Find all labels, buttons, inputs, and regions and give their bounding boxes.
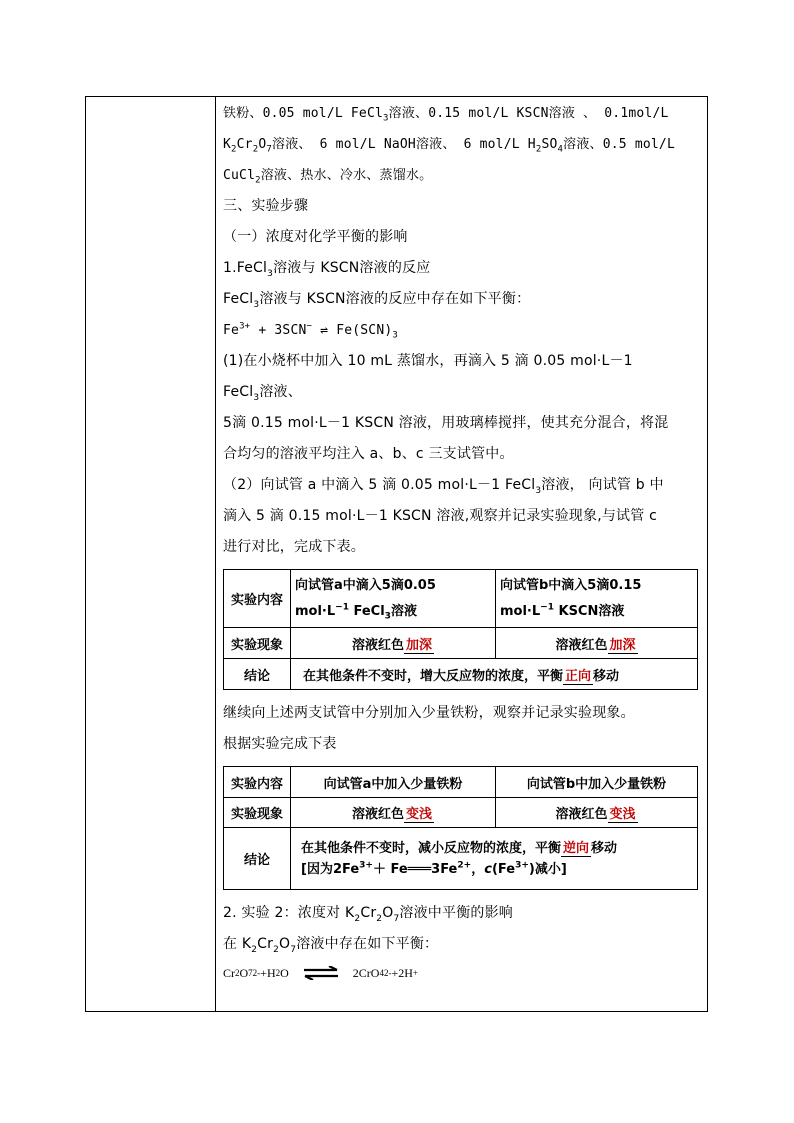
materials-line-2: $K_2Cr_2O_7$溶液、 6 mol/L NaOH溶液、 6 mol/L $H_2SO_4$溶液、0.5 mol/L bbox=[223, 137, 675, 155]
table-row bbox=[224, 798, 698, 828]
section-heading: 三、实验步骤 bbox=[223, 198, 309, 214]
results-table-1 bbox=[223, 569, 698, 690]
table-header-label: 实验内容 bbox=[224, 767, 291, 798]
equation-2: Cr 2 O 7 2- +H 2 O 2CrO 4 2- +2H + bbox=[223, 965, 418, 980]
phenomenon-b: 溶液红色 加深 bbox=[496, 628, 698, 659]
table-row bbox=[224, 659, 698, 690]
answer-text: 变浅 bbox=[406, 807, 433, 822]
step-2-line-3: 进行对比，完成下表。 bbox=[223, 539, 365, 555]
item-1-description: FeCl$_3$溶液与 KSCN溶液的反应中存在如下平衡： bbox=[223, 291, 531, 310]
step-2-line-2: 滴入 5 滴 0.15 mol·L－1 KSCN 溶液,观察并记录实验现象,与试管 c bbox=[223, 508, 657, 524]
table-header-b: 向试管b中滴入5滴0.15 $mol\cdot L^{-1}$ KSCN溶液 bbox=[496, 570, 698, 628]
conclusion-2: 在其他条件不变时，减小反应物的浓度，平衡 逆向 移动 [因为$2Fe^{3+}+$ $Fe═══3Fe^{2+}$，$c(Fe^{3+})$减小] bbox=[291, 828, 698, 890]
row-label: 实验现象 bbox=[224, 628, 291, 659]
step-1-line-4: 合均匀的溶液平均注入 a、b、c 三支试管中。 bbox=[223, 446, 514, 462]
continue-line-2: 根据实验完成下表 bbox=[223, 736, 337, 752]
materials-line-1: 铁粉、0.05 mol/L FeCl$_3$溶液、0.15 mol/L KSCN溶液 、 0.1mol/L bbox=[223, 106, 669, 124]
experiment-2-description: 在 $K_2Cr_2O_7$溶液中存在如下平衡： bbox=[223, 936, 439, 955]
table-header-a: 向试管a中滴入5滴0.05 $mol\cdot L^{-1}$ FeCl$_3$溶液 bbox=[291, 570, 496, 628]
step-1-line-2: FeCl$_3$溶液、 bbox=[223, 384, 302, 403]
equation-1: $Fe^{3+} + 3SCN^-$ ⇌ $Fe(SCN)_3$ bbox=[223, 321, 399, 341]
phenomenon-a: 溶液红色 变浅 bbox=[291, 798, 496, 828]
table-row bbox=[224, 570, 698, 628]
phenomenon-b: 溶液红色 变浅 bbox=[496, 798, 698, 828]
table-row bbox=[224, 767, 698, 798]
answer-text: 加深 bbox=[609, 637, 636, 653]
results-table-2 bbox=[223, 766, 698, 890]
table-header-label: 实验内容 bbox=[224, 570, 291, 628]
table-header-b: 向试管b中加入少量铁粉 bbox=[496, 767, 698, 798]
table-header-a: 向试管a中加入少量铁粉 bbox=[291, 767, 496, 798]
row-label: 结论 bbox=[224, 828, 291, 890]
step-1-line-1: (1)在小烧杯中加入 10 mL 蒸馏水，再滴入 5 滴 0.05 mol·L－1 bbox=[223, 353, 633, 369]
column-divider bbox=[215, 96, 216, 1012]
item-1-heading: 1.FeCl$_3$溶液与 KSCN溶液的反应 bbox=[223, 260, 431, 279]
table-row bbox=[224, 628, 698, 659]
equilibrium-arrows-icon bbox=[303, 966, 339, 980]
row-label: 结论 bbox=[224, 659, 291, 690]
table-row bbox=[224, 828, 698, 890]
conclusion-1: 在其他条件不变时，增大反应物的浓度，平衡 正向 移动 bbox=[291, 659, 698, 690]
subsection-heading: （一）浓度对化学平衡的影响 bbox=[223, 229, 408, 245]
phenomenon-a: 溶液红色 加深 bbox=[291, 628, 496, 659]
answer-text: 正向 bbox=[565, 668, 592, 684]
row-label: 实验现象 bbox=[224, 798, 291, 828]
step-2-line-1: （2）向试管 a 中滴入 5 滴 0.05 mol·L－1 FeCl$_3$溶液， 向试管 b 中 bbox=[223, 477, 664, 496]
answer-text: 变浅 bbox=[609, 807, 636, 822]
step-1-line-3: 5滴 0.15 mol·L－1 KSCN 溶液，用玻璃棒搅拌，使其充分混合，将混 bbox=[223, 415, 669, 431]
materials-line-3: CuCl$_2$溶液、热水、冷水、蒸馏水。 bbox=[223, 168, 433, 186]
answer-text: 逆向 bbox=[563, 840, 590, 856]
experiment-2-heading: 2. 实验 2：浓度对 $K_2Cr_2O_7$溶液中平衡的影响 bbox=[223, 905, 513, 924]
content-cell bbox=[223, 98, 703, 986]
continue-line-1: 继续向上述两支试管中分别加入少量铁粉，观察并记录实验现象。 bbox=[223, 705, 635, 721]
answer-text: 加深 bbox=[406, 637, 433, 653]
